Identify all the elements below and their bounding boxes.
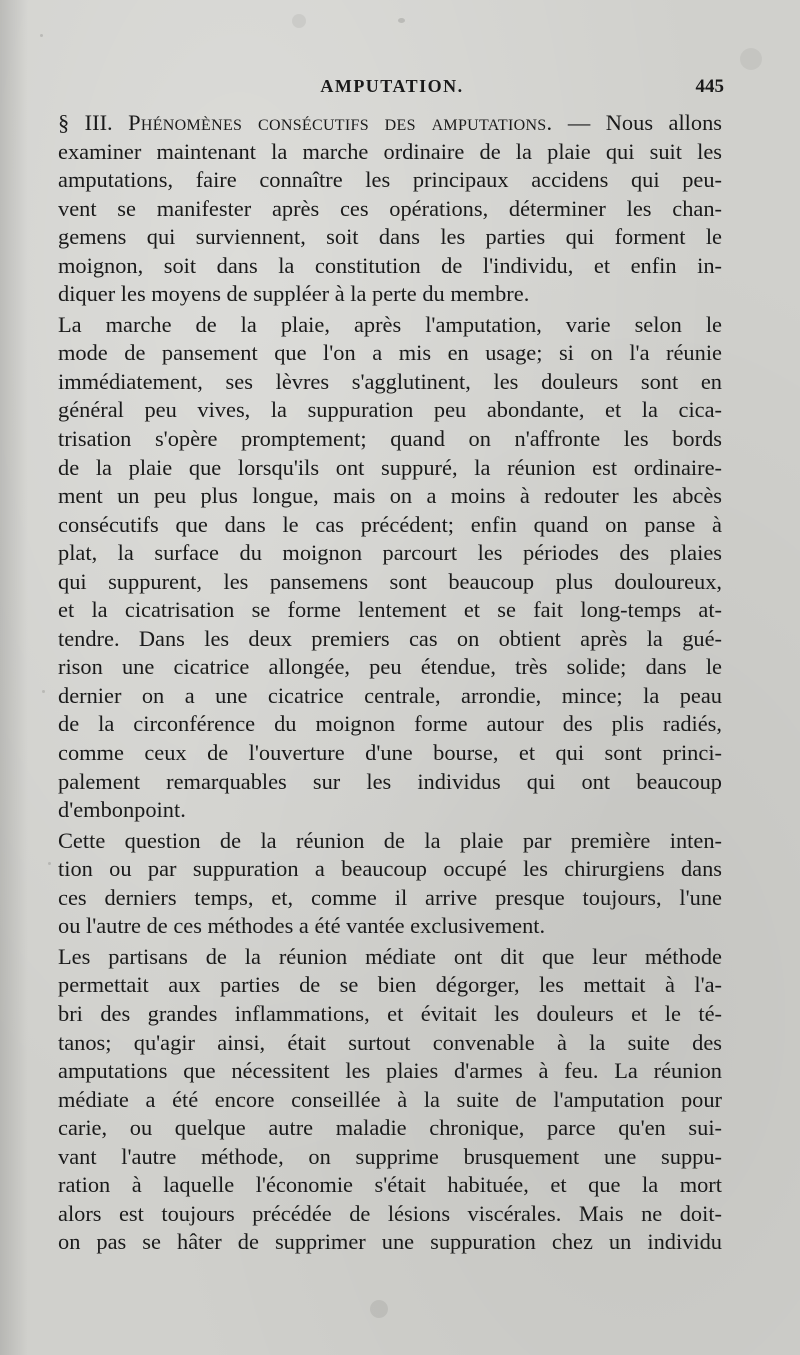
paper-speck xyxy=(398,18,405,23)
text-line: comme ceux de l'ouverture d'une bourse, et qui sont princi- xyxy=(58,740,722,766)
text-line: amputations que nécessitent les plaies d'armes à feu. La réunion xyxy=(58,1058,722,1084)
text-line: rison une cicatrice allongée, peu étendue, très solide; dans le xyxy=(58,654,722,680)
paper-speck xyxy=(42,690,45,693)
text-line: Les partisans de la réunion médiate ont dit que leur méthode xyxy=(58,943,722,969)
text-line: trisation s'opère promptement; quand on n'affronte les bords xyxy=(58,426,722,452)
text-line: tendre. Dans les deux premiers cas on obtient après la gué- xyxy=(58,625,722,651)
paper-speck xyxy=(292,14,306,28)
text-line: § III. Phénomènes consécutifs des amputations. — Nous allons xyxy=(58,110,722,135)
text-line: d'embonpoint. xyxy=(58,797,186,823)
text-line: consécutifs que dans le cas précédent; enfin quand on panse à xyxy=(58,511,722,537)
text-line: vent se manifester après ces opérations, déterminer les chan- xyxy=(58,195,722,221)
text-line: mode de pansement que l'on a mis en usage; si on l'a réunie xyxy=(58,340,722,366)
paragraph xyxy=(58,943,722,1257)
paper-speck xyxy=(740,48,762,70)
text-line: alors est toujours précédée de lésions viscérales. Mais ne doit- xyxy=(58,1200,722,1226)
text-line: bri des grandes inflammations, et évitait les douleurs et le té- xyxy=(58,1000,722,1026)
text-line: La marche de la plaie, après l'amputation, varie selon le xyxy=(58,311,722,337)
text-line: carie, ou quelque autre maladie chronique, parce qu'en sui- xyxy=(58,1115,722,1141)
text-line: amputations, faire connaître les principaux accidens qui peu- xyxy=(58,167,722,193)
text-line: ration à laquelle l'économie s'était habituée, et que la mort xyxy=(58,1172,722,1198)
paper-speck xyxy=(370,1300,388,1318)
text-line: général peu vives, la suppuration peu abondante, et la cica- xyxy=(58,397,722,423)
page-number: 445 xyxy=(695,76,724,97)
paragraph xyxy=(58,109,722,309)
text-line: qui suppurent, les pansemens sont beaucoup plus douloureux, xyxy=(58,568,722,594)
text-line: de la plaie que lorsqu'ils ont suppuré, la réunion est ordinaire- xyxy=(58,454,722,480)
running-title: AMPUTATION. xyxy=(320,76,464,96)
text-line: permettait aux parties de se bien dégorger, les mettait à l'a- xyxy=(58,972,722,998)
text-line: vant l'autre méthode, on supprime brusquement une suppu- xyxy=(58,1143,722,1169)
paragraph xyxy=(58,827,722,941)
text-line: plat, la surface du moignon parcourt les périodes des plaies xyxy=(58,540,722,566)
text-line: ou l'autre de ces méthodes a été vantée exclusivement. xyxy=(58,913,546,939)
text-line: gemens qui surviennent, soit dans les parties qui forment le xyxy=(58,224,722,250)
text-line: moignon, soit dans la constitution de l'individu, et enfin in- xyxy=(58,252,722,278)
text-line: diquer les moyens de suppléer à la perte du membre. xyxy=(58,281,530,307)
page-header xyxy=(60,76,724,106)
text-line: tanos; qu'agir ainsi, était surtout convenable à la suite des xyxy=(58,1029,722,1055)
paragraph xyxy=(58,311,722,825)
text-line: et la cicatrisation se forme lentement et se fait long-temps at- xyxy=(58,597,722,623)
text-line: immédiatement, ses lèvres s'agglutinent, les douleurs sont en xyxy=(58,368,722,394)
section-heading: Phénomènes consécutifs des amputations. xyxy=(128,110,553,135)
paper-speck xyxy=(40,34,43,37)
text-line: tion ou par suppuration a beaucoup occupé les chirurgiens dans xyxy=(58,856,722,882)
text-line: de la circonférence du moignon forme autour des plis radiés, xyxy=(58,711,722,737)
paper-speck xyxy=(48,862,51,865)
text-line: médiate a été encore conseillée à la suite de l'amputation pour xyxy=(58,1086,722,1112)
text-line: Cette question de la réunion de la plaie par première inten- xyxy=(58,827,722,853)
text-line: dernier on a une cicatrice centrale, arrondie, mince; la peau xyxy=(58,682,722,708)
text-line: ment un peu plus longue, mais on a moins à redouter les abcès xyxy=(58,483,722,509)
body-text xyxy=(58,109,722,1257)
text-line: examiner maintenant la marche ordinaire de la plaie qui suit les xyxy=(58,138,722,164)
text-line: palement remarquables sur les individus qui ont beaucoup xyxy=(58,768,722,794)
text-line: ces derniers temps, et, comme il arrive presque toujours, l'une xyxy=(58,884,722,910)
text-line: on pas se hâter de supprimer une suppuration chez un individu xyxy=(58,1229,722,1255)
